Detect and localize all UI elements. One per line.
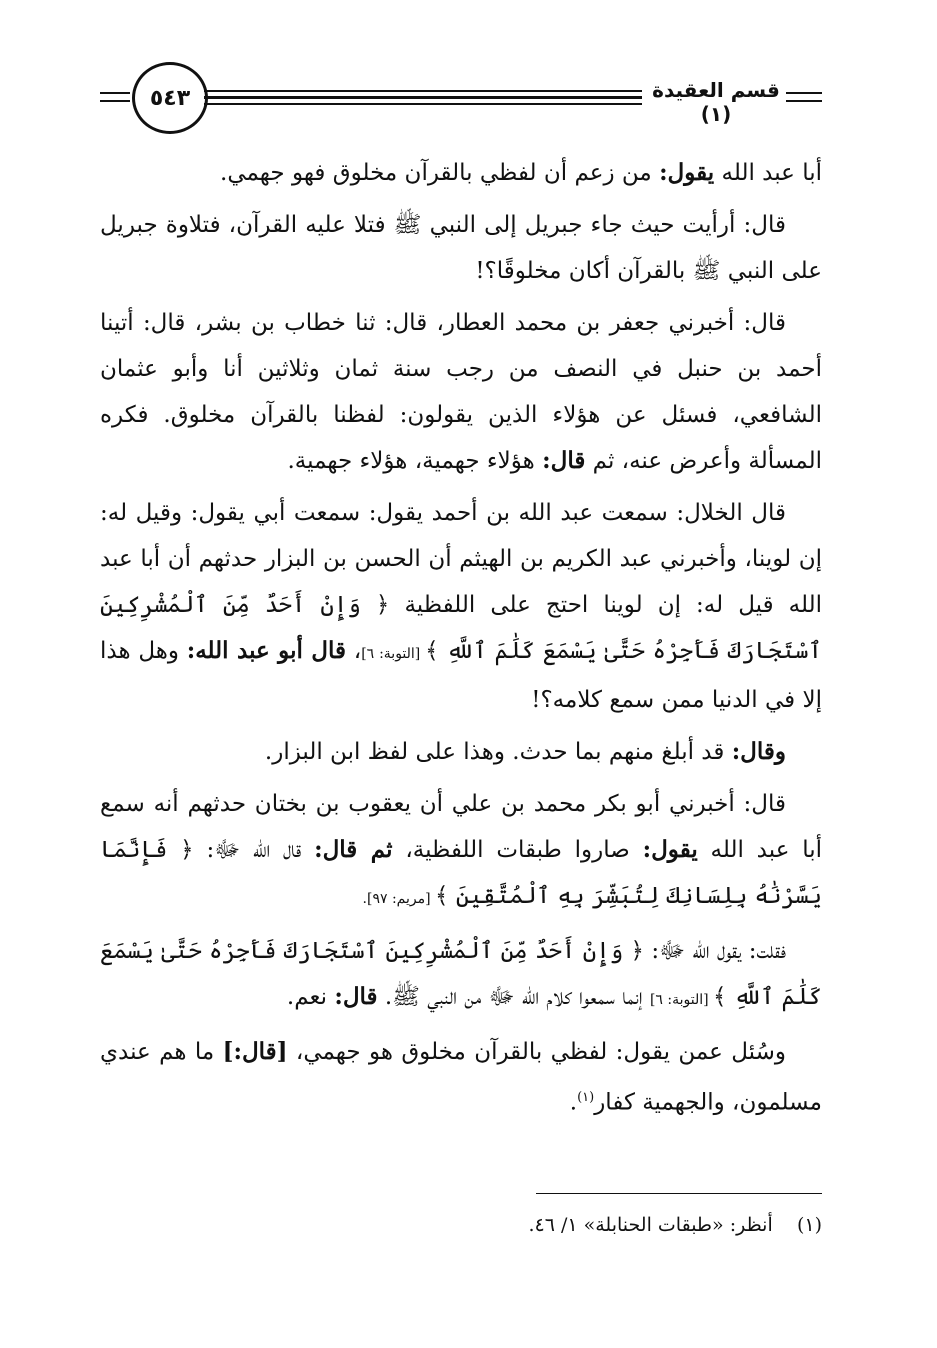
paragraph bbox=[100, 729, 822, 775]
text-run: أبا عبد الله bbox=[714, 160, 822, 186]
page-number: ٥٤٣ bbox=[132, 62, 208, 134]
paragraph bbox=[100, 928, 822, 1023]
text-run: قال الخلال: سمعت عبد الله بن أحمد يقول: سمعت أبي يقول: وقيل له: إن لوينا، وأخبرني عبد الكريم بن الهيثم أن الحسن بن البزار حدثهم أن أبا عبد الله قيل له: إن لوينا احتج على اللفظية bbox=[100, 500, 822, 618]
paragraph bbox=[100, 150, 822, 196]
text-run: قال الله ﷻ: bbox=[193, 837, 315, 863]
footnote-text: أنظر: «طبقات الحنابلة» ١/ ٤٦. bbox=[528, 1214, 773, 1236]
paragraph bbox=[100, 300, 822, 484]
text-run: وسُئل عمن يقول: لفظي بالقرآن مخلوق هو جهمي، bbox=[287, 1039, 786, 1065]
bold-text-run: ثم قال: bbox=[314, 836, 393, 863]
text-run: قد أبلغ منهم بما حدث. وهذا على لفظ ابن البزار. bbox=[264, 739, 732, 765]
paragraph bbox=[100, 202, 822, 294]
bold-text-run: قال: bbox=[334, 983, 378, 1010]
paragraph bbox=[100, 781, 822, 922]
text-run: قال: أخبرني جعفر بن محمد العطار، قال: ثنا خطاب بن بشر، قال: أتينا أحمد بن حنبل في النصف من رجب سنة ثمان وثلاثين أنا وأبو عثمان الشافعي، فسئل عن هؤلاء الذين يقولون: لفظنا بالقرآن مخلوق. فكره المسألة وأعرض عنه، ثم bbox=[100, 310, 822, 474]
text-run: ما هم عندي مسلمون، والجهمية كفار bbox=[100, 1039, 822, 1116]
paragraph bbox=[100, 1029, 822, 1126]
text-run: نعم. bbox=[286, 984, 335, 1010]
bold-text-run: وقال: bbox=[731, 738, 786, 765]
header-rule bbox=[204, 90, 642, 92]
text-run: . bbox=[569, 1089, 578, 1116]
quran-verse: ﴿ وَإِنْ أَحَدٌ مِّنَ ٱلْمُشْرِكِينَ ٱسْتَجَارَكَ فَأَجِرْهُ حَتَّىٰ يَسْمَعَ كَلَٰمَ ٱللَّهِ ﴾ bbox=[100, 592, 823, 664]
text-run: من زعم أن لفظي بالقرآن مخلوق فهو جهمي. bbox=[220, 160, 660, 186]
text-run: وهل هذا إلا في الدنيا ممن سمع كلامه؟! bbox=[100, 638, 822, 713]
section-title: قسم العقيدة (١) bbox=[652, 78, 780, 126]
header-rule bbox=[204, 96, 642, 99]
bold-text-run: قال أبو عبد الله: bbox=[186, 637, 347, 664]
main-text bbox=[100, 150, 822, 1132]
verse-reference: [مريم: ٩٧]. bbox=[362, 891, 436, 907]
footnote bbox=[400, 1208, 822, 1242]
bold-text-run: قال: bbox=[542, 447, 586, 474]
page-header bbox=[100, 62, 822, 132]
footnote-separator bbox=[536, 1193, 822, 1194]
text-run: هؤلاء جهمية، هؤلاء جهمية. bbox=[287, 448, 543, 474]
text-run: قال: أخبرني أبو بكر محمد بن علي أن يعقوب بن بختان حدثهم أنه سمع أبا عبد الله bbox=[100, 791, 823, 863]
header-rule bbox=[100, 92, 130, 94]
quran-verse: ﴿ وَإِنْ أَحَدٌ مِّنَ ٱلْمُشْرِكِينَ ٱسْتَجَارَكَ فَأَجِرْهُ حَتَّىٰ يَسْمَعَ كَلَٰمَ ٱللَّهِ ﴾ bbox=[100, 938, 822, 1010]
text-run: إنما سمعوا كلام الله ﷻ من النبي ﷺ. bbox=[377, 984, 650, 1010]
header-rule bbox=[100, 100, 130, 102]
text-run: فقلت: يقول الله ﷻ: bbox=[644, 938, 786, 964]
text-run: ، bbox=[346, 638, 362, 664]
verse-reference: [التوبة: ٦] bbox=[649, 992, 714, 1008]
paragraph bbox=[100, 490, 822, 723]
header-rule bbox=[786, 100, 822, 102]
footnote-marker: (١) bbox=[796, 1214, 822, 1236]
verse-reference: [التوبة: ٦] bbox=[361, 646, 426, 662]
bold-text-run: يقول: bbox=[659, 159, 715, 186]
text-run: صاروا طبقات اللفظية، bbox=[392, 837, 643, 863]
bold-text-run: يقول: bbox=[642, 836, 698, 863]
footnote-reference: (١) bbox=[577, 1090, 595, 1105]
text-run: قال: أرأيت حيث جاء جبريل إلى النبي ﷺ فتلا عليه القرآن، فتلاوة جبريل على النبي ﷺ بالقرآن أكان مخلوقًا؟! bbox=[100, 212, 822, 284]
quran-verse: ﴿ فَإِنَّمَا يَسَّرْنَٰهُ بِلِسَانِكَ لِتُبَشِّرَ بِهِ ٱلْمُتَّقِينَ ﴾ bbox=[100, 837, 822, 909]
header-rule bbox=[786, 92, 822, 94]
header-rule bbox=[204, 103, 642, 105]
bold-text-run: [قال:] bbox=[222, 1038, 288, 1065]
